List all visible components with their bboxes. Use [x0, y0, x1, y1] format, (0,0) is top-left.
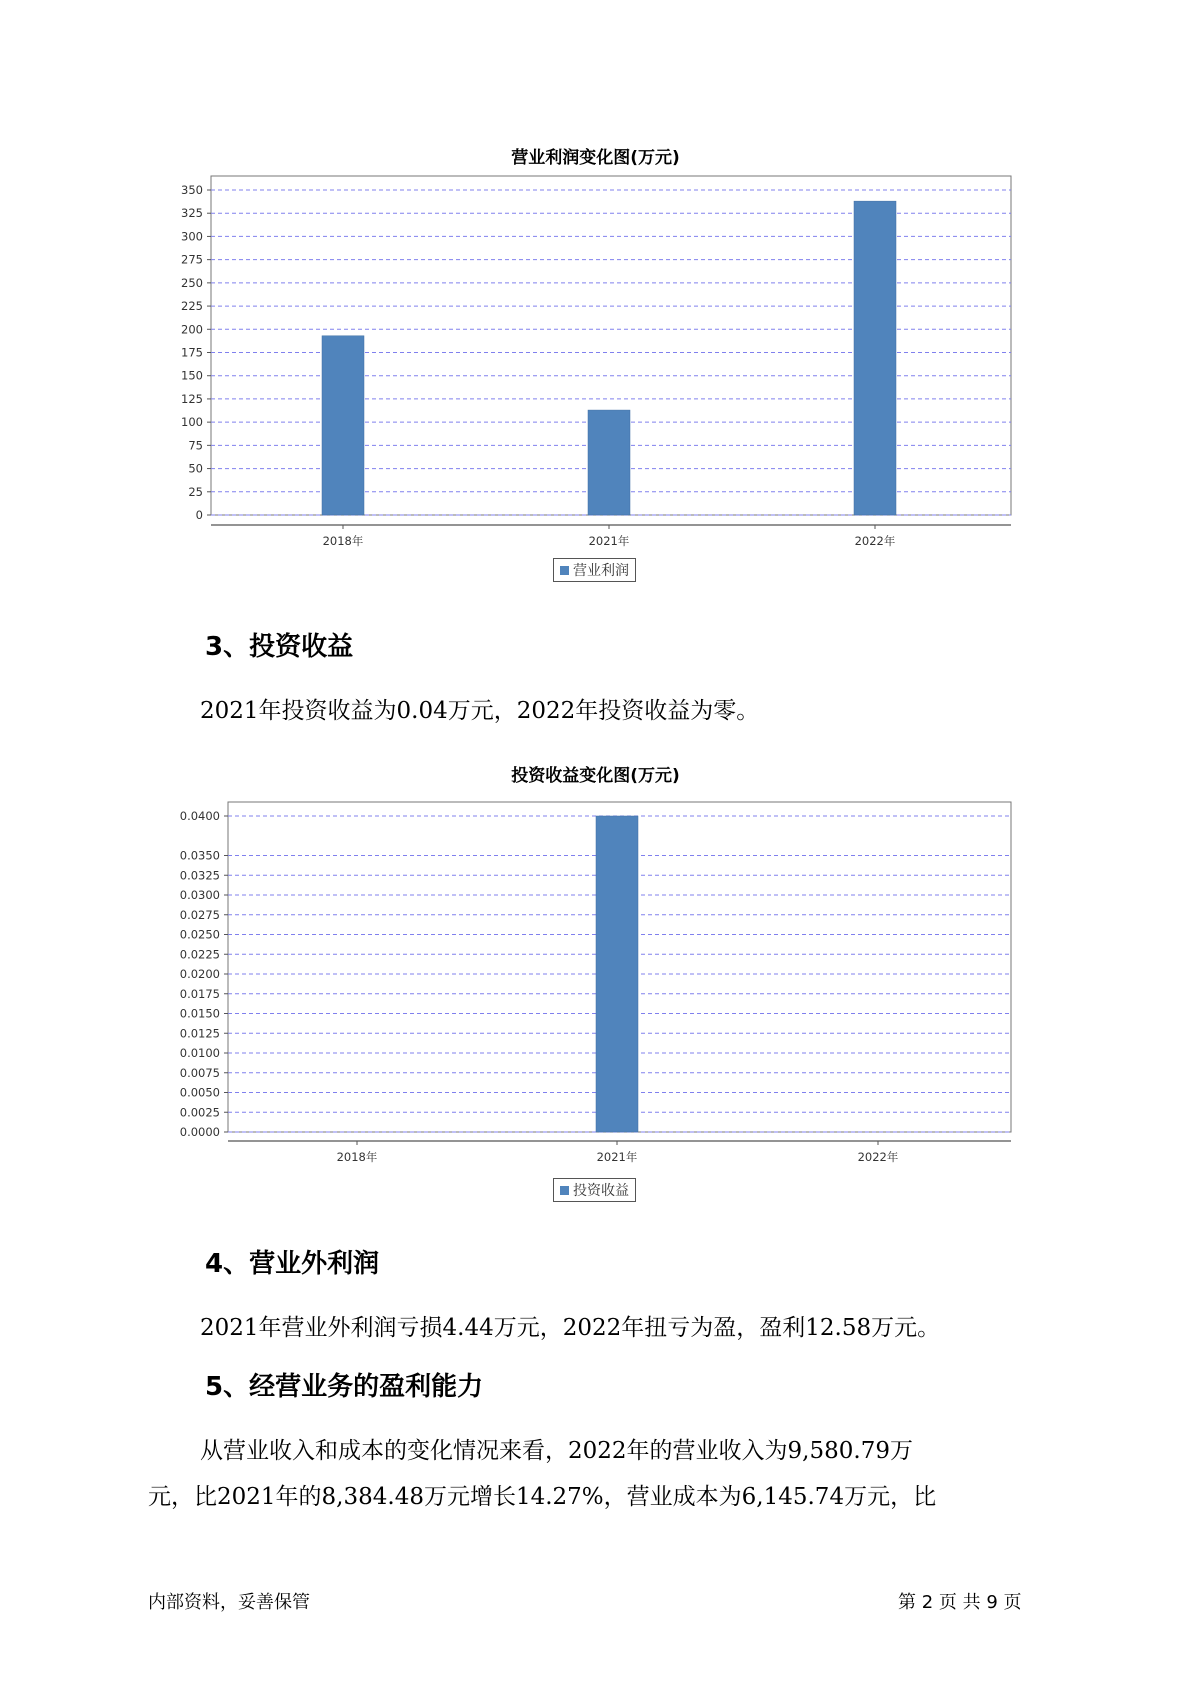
section-3-heading: 3、投资收益: [205, 632, 354, 662]
x-tick-label: 2022年: [854, 534, 896, 548]
x-tick-label: 2021年: [596, 1150, 638, 1164]
y-tick-label: 300: [181, 229, 203, 244]
invest-chart-title: 投资收益变化图(万元): [511, 766, 680, 786]
bar: [596, 816, 638, 1132]
y-tick-label: 0.0075: [179, 1065, 220, 1080]
footer-confidential: 内部资料，妥善保管: [148, 1592, 310, 1613]
y-tick-label: 125: [181, 391, 203, 406]
legend-label: 营业利润: [573, 563, 629, 579]
y-tick-label: 0.0400: [179, 809, 220, 823]
y-tick-label: 0.0325: [179, 868, 220, 883]
legend-label: 投资收益: [573, 1183, 629, 1199]
section-4-heading: 4、营业外利润: [205, 1249, 380, 1279]
y-tick-label: 250: [181, 275, 203, 290]
y-tick-label: 350: [181, 183, 203, 197]
y-tick-label: 0.0300: [179, 888, 220, 902]
x-tick-label: 2021年: [588, 534, 630, 548]
y-tick-label: 75: [188, 438, 203, 453]
y-tick-label: 0.0000: [179, 1125, 220, 1139]
section-5-heading: 5、经营业务的盈利能力: [205, 1372, 484, 1402]
y-tick-label: 0.0350: [179, 848, 220, 863]
section-3-text: 2021年投资收益为0.04万元，2022年投资收益为零。: [200, 698, 760, 724]
y-tick-label: 0.0100: [179, 1046, 220, 1060]
x-tick-label: 2018年: [322, 534, 364, 548]
y-tick-label: 175: [181, 345, 203, 360]
y-tick-label: 0.0125: [179, 1026, 220, 1041]
y-tick-label: 0.0050: [179, 1085, 220, 1100]
profit-chart-title: 营业利润变化图(万元): [511, 148, 680, 168]
invest-chart-legend: [553, 1178, 636, 1202]
y-tick-label: 0.0175: [179, 986, 220, 1001]
y-tick-label: 150: [181, 368, 203, 383]
section-4-text: 2021年营业外利润亏损4.44万元，2022年扭亏为盈，盈利12.58万元。: [200, 1315, 941, 1341]
y-tick-label: 0.0225: [179, 947, 220, 962]
y-tick-label: 0.0200: [179, 967, 220, 981]
footer-page-number: 第 2 页 共 9 页: [898, 1592, 1022, 1613]
y-tick-label: 0.0275: [179, 907, 220, 922]
x-tick-label: 2022年: [857, 1150, 899, 1164]
y-tick-label: 50: [188, 461, 203, 476]
legend-swatch: [560, 1186, 569, 1195]
y-tick-label: 100: [181, 415, 203, 430]
y-tick-label: 0.0025: [179, 1105, 220, 1120]
y-tick-label: 0: [195, 508, 203, 522]
section-5-text-line2: 元，比2021年的8,384.48万元增长14.27%，营业成本为6,145.74万元，比: [148, 1484, 937, 1510]
y-tick-label: 225: [181, 299, 203, 314]
y-tick-label: 25: [188, 484, 203, 499]
y-tick-label: 0.0150: [179, 1006, 220, 1021]
x-tick-label: 2018年: [336, 1150, 378, 1164]
section-5-text-line1: 从营业收入和成本的变化情况来看，2022年的营业收入为9,580.79万: [200, 1438, 913, 1464]
y-tick-label: 200: [181, 322, 203, 337]
y-tick-label: 275: [181, 252, 203, 267]
y-tick-label: 325: [181, 206, 203, 221]
y-tick-label: 0.0250: [179, 927, 220, 942]
